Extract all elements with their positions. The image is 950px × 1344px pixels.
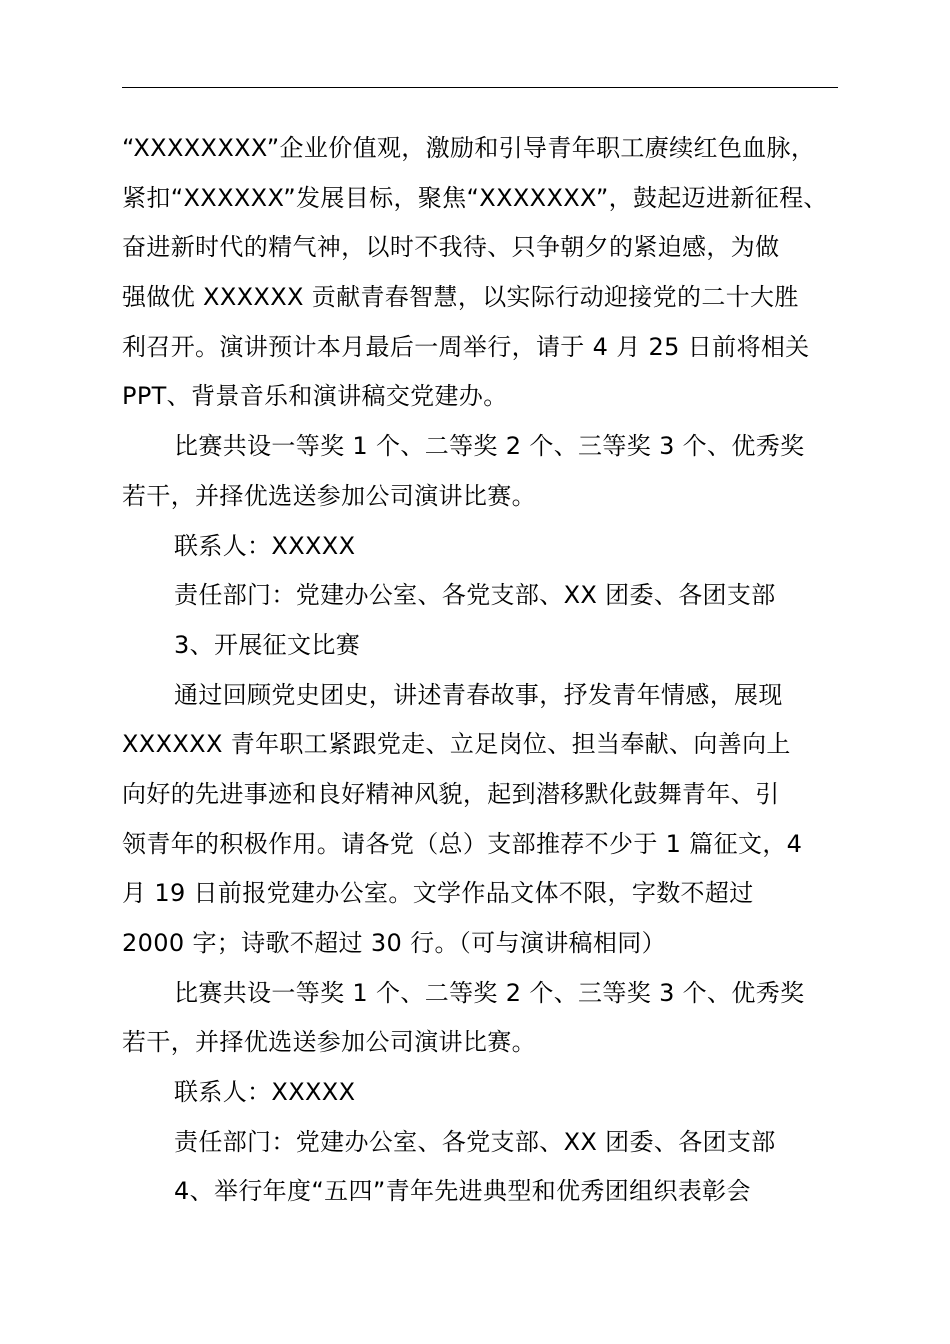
- prize-paragraph-line: 若干，并择优选送参加公司演讲比赛。: [122, 481, 536, 510]
- prize-paragraph-line: 比赛共设一等奖 1 个、二等奖 2 个、三等奖 3 个、优秀奖: [174, 978, 805, 1007]
- essay-paragraph-line: 通过回顾党史团史，讲述青春故事，抒发青年情感，展现: [174, 680, 783, 709]
- paragraph-line: 奋进新时代的精气神，以时不我待、只争朝夕的紧迫感，为做: [122, 233, 780, 262]
- paragraph-line: 紧扣“XXXXXX”发展目标，聚焦“XXXXXXX”，鼓起迈进新征程、: [122, 183, 828, 212]
- contact-line: 联系人：XXXXX: [174, 531, 356, 560]
- essay-paragraph-line: 2000 字；诗歌不超过 30 行。（可与演讲稿相同）: [122, 929, 666, 957]
- section-heading: 3、开展征文比赛: [174, 630, 361, 659]
- paragraph-line: PPT、背景音乐和演讲稿交党建办。: [122, 382, 508, 411]
- document-body: [122, 124, 862, 1217]
- essay-paragraph-line: XXXXXX 青年职工紧跟党走、立足岗位、担当奉献、向善向上: [122, 730, 791, 759]
- contact-line: 联系人：XXXXX: [174, 1078, 356, 1107]
- department-line: 责任部门：党建办公室、各党支部、XX 团委、各团支部: [174, 581, 776, 610]
- essay-paragraph-line: 向好的先进事迹和良好精神风貌，起到潜移默化鼓舞青年、引: [122, 779, 780, 808]
- essay-paragraph-line: 领青年的积极作用。请各党（总）支部推荐不少于 1 篇征文，4: [122, 829, 803, 858]
- paragraph-line: 利召开。演讲预计本月最后一周举行，请于 4 月 25 日前将相关: [122, 332, 810, 361]
- paragraph-line: 强做优 XXXXXX 贡献青春智慧，以实际行动迎接党的二十大胜: [122, 283, 799, 312]
- department-line: 责任部门：党建办公室、各党支部、XX 团委、各团支部: [174, 1127, 776, 1156]
- header-rule: [122, 87, 838, 88]
- section-heading: 4、举行年度“五四”青年先进典型和优秀团组织表彰会: [174, 1177, 751, 1206]
- prize-paragraph-line: 若干，并择优选送参加公司演讲比赛。: [122, 1028, 536, 1057]
- essay-paragraph-line: 月 19 日前报党建办公室。文学作品文体不限，字数不超过: [122, 879, 754, 908]
- paragraph-line: “XXXXXXXX”企业价值观，激励和引导青年职工赓续红色血脉，: [122, 134, 816, 162]
- prize-paragraph-line: 比赛共设一等奖 1 个、二等奖 2 个、三等奖 3 个、优秀奖: [174, 432, 805, 461]
